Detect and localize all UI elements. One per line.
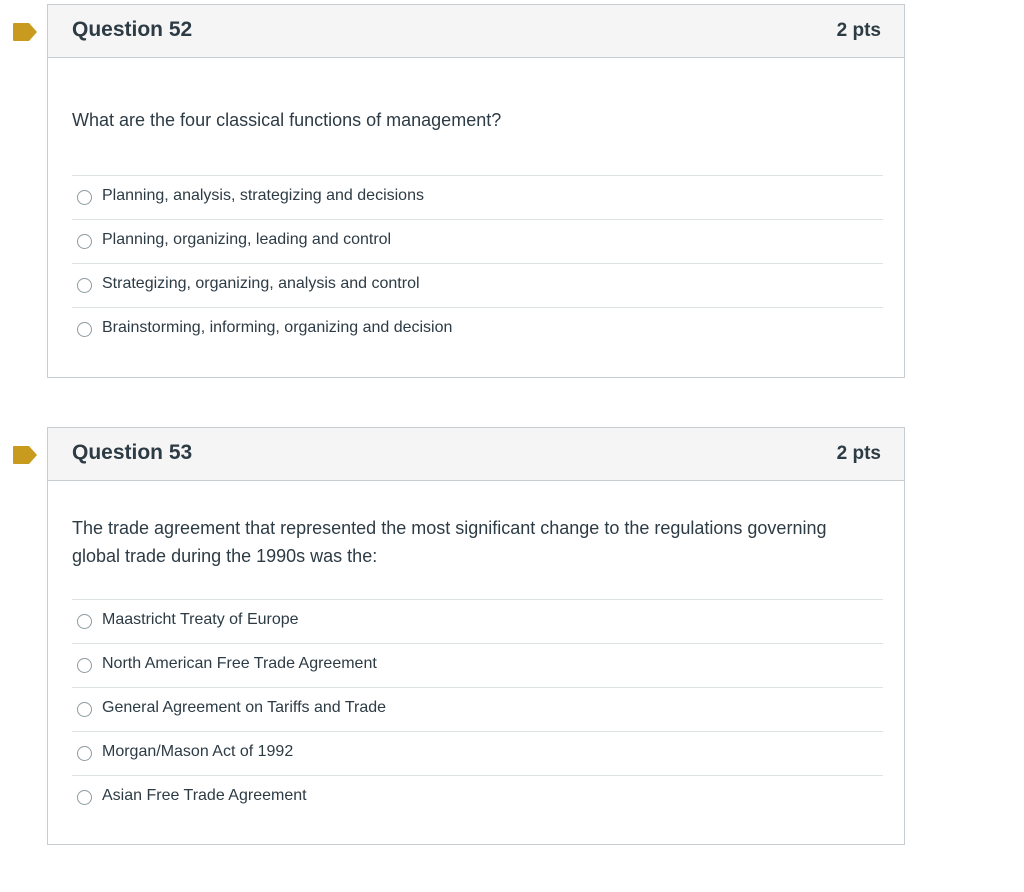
question-text: What are the four classical functions of management?	[72, 110, 502, 130]
radio-button[interactable]	[77, 614, 92, 629]
answer-list	[72, 175, 883, 352]
question-points: 2 pts	[836, 20, 881, 41]
radio-button[interactable]	[77, 234, 92, 249]
radio-button[interactable]	[77, 790, 92, 805]
answer-label[interactable]: Planning, analysis, strategizing and decisions	[102, 187, 424, 204]
question-card	[47, 427, 905, 845]
question-card	[47, 4, 905, 378]
answer-option[interactable]	[72, 308, 883, 352]
answer-label[interactable]: Asian Free Trade Agreement	[102, 787, 307, 804]
answer-option[interactable]	[72, 600, 883, 644]
question-title: Question 53	[72, 441, 193, 464]
answer-label[interactable]: Strategizing, organizing, analysis and control	[102, 275, 420, 292]
question-text: The trade agreement that represented the most significant change to the regulations governing global trade during the 1990s was the:	[72, 518, 827, 566]
answer-option[interactable]	[72, 264, 883, 308]
answer-label[interactable]: Planning, organizing, leading and control	[102, 231, 392, 248]
answer-option[interactable]	[72, 176, 883, 220]
question-header	[48, 5, 904, 58]
radio-button[interactable]	[77, 658, 92, 673]
answer-list	[72, 599, 883, 820]
answer-option[interactable]	[72, 220, 883, 264]
answer-label[interactable]: Maastricht Treaty of Europe	[102, 611, 299, 628]
answer-option[interactable]	[72, 776, 883, 820]
answer-label[interactable]: Brainstorming, informing, organizing and decision	[102, 319, 453, 336]
radio-button[interactable]	[77, 278, 92, 293]
question-points: 2 pts	[836, 443, 881, 464]
flag-question-icon[interactable]	[12, 22, 38, 42]
answer-option[interactable]	[72, 644, 883, 688]
question-title: Question 52	[72, 18, 193, 41]
radio-button[interactable]	[77, 746, 92, 761]
answer-option[interactable]	[72, 732, 883, 776]
radio-button[interactable]	[77, 702, 92, 717]
radio-button[interactable]	[77, 322, 92, 337]
radio-button[interactable]	[77, 190, 92, 205]
answer-label[interactable]: North American Free Trade Agreement	[102, 655, 377, 672]
answer-label[interactable]: Morgan/Mason Act of 1992	[102, 743, 294, 760]
answer-label[interactable]: General Agreement on Tariffs and Trade	[102, 699, 387, 716]
question-header	[48, 428, 904, 481]
flag-question-icon[interactable]	[12, 445, 38, 465]
answer-option[interactable]	[72, 688, 883, 732]
